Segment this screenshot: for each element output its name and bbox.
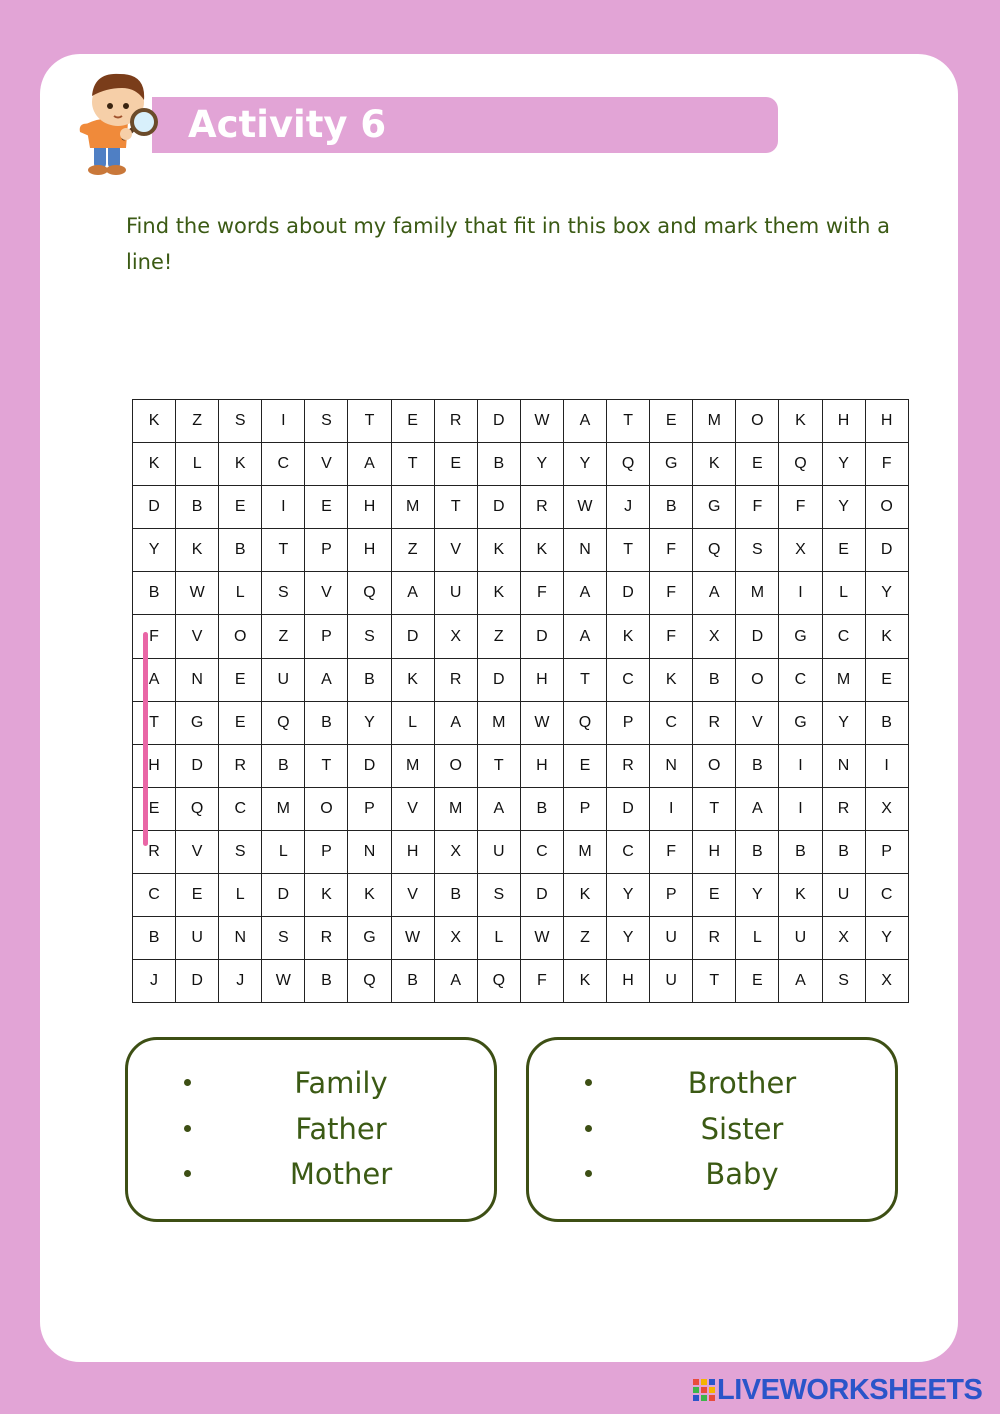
grid-cell[interactable]: A — [348, 443, 391, 486]
grid-cell[interactable]: X — [779, 529, 822, 572]
grid-cell[interactable]: C — [823, 615, 866, 658]
grid-cell[interactable]: V — [392, 874, 435, 917]
grid-cell[interactable]: V — [176, 831, 219, 874]
grid-cell[interactable]: D — [478, 400, 521, 443]
grid-cell[interactable]: D — [176, 745, 219, 788]
grid-cell[interactable]: E — [133, 788, 176, 831]
grid-cell[interactable]: J — [133, 960, 176, 1003]
grid-cell[interactable]: N — [650, 745, 693, 788]
grid-cell[interactable]: F — [521, 960, 564, 1003]
grid-cell[interactable]: F — [650, 529, 693, 572]
grid-cell[interactable]: M — [392, 486, 435, 529]
grid-cell[interactable]: M — [823, 659, 866, 702]
grid-cell[interactable]: K — [564, 960, 607, 1003]
grid-cell[interactable]: E — [219, 702, 262, 745]
grid-cell[interactable]: G — [693, 486, 736, 529]
word-text: Baby — [705, 1157, 779, 1191]
grid-cell[interactable]: X — [693, 615, 736, 658]
grid-cell[interactable]: E — [823, 529, 866, 572]
grid-cell[interactable]: U — [779, 917, 822, 960]
grid-cell[interactable]: A — [392, 572, 435, 615]
grid-cell[interactable]: O — [219, 615, 262, 658]
grid-cell[interactable]: X — [435, 831, 478, 874]
grid-cell[interactable]: U — [650, 960, 693, 1003]
word-list-item — [128, 1060, 494, 1106]
grid-cell[interactable]: H — [866, 400, 909, 443]
grid-cell[interactable]: S — [478, 874, 521, 917]
grid-cell[interactable]: L — [736, 917, 779, 960]
grid-cell[interactable]: V — [435, 529, 478, 572]
grid-cell[interactable]: I — [779, 572, 822, 615]
grid-cell[interactable]: O — [736, 400, 779, 443]
grid-cell[interactable]: P — [305, 529, 348, 572]
grid-cell[interactable]: Y — [823, 443, 866, 486]
grid-cell[interactable]: Q — [779, 443, 822, 486]
word-list-item — [128, 1151, 494, 1197]
grid-cell[interactable]: A — [779, 960, 822, 1003]
grid-cell[interactable]: S — [219, 400, 262, 443]
grid-cell[interactable]: K — [392, 659, 435, 702]
grid-cell[interactable]: F — [133, 615, 176, 658]
grid-cell[interactable]: D — [478, 659, 521, 702]
grid-cell[interactable]: B — [305, 702, 348, 745]
grid-cell[interactable]: P — [305, 831, 348, 874]
grid-cell[interactable]: F — [779, 486, 822, 529]
grid-cell[interactable]: T — [693, 788, 736, 831]
grid-cell[interactable]: L — [219, 572, 262, 615]
grid-cell[interactable]: R — [823, 788, 866, 831]
word-list-item — [529, 1106, 895, 1152]
grid-cell[interactable]: E — [736, 960, 779, 1003]
grid-cell[interactable]: U — [823, 874, 866, 917]
grid-cell[interactable]: X — [866, 788, 909, 831]
grid-cell[interactable]: D — [392, 615, 435, 658]
grid-cell[interactable]: V — [305, 572, 348, 615]
grid-cell[interactable]: A — [305, 659, 348, 702]
grid-cell[interactable]: D — [521, 615, 564, 658]
grid-cell[interactable]: B — [219, 529, 262, 572]
grid-cell[interactable]: C — [650, 702, 693, 745]
grid-cell[interactable]: A — [435, 702, 478, 745]
grid-cell[interactable]: P — [866, 831, 909, 874]
grid-cell[interactable]: D — [478, 486, 521, 529]
grid-cell[interactable]: F — [736, 486, 779, 529]
grid-cell[interactable]: W — [521, 917, 564, 960]
grid-cell[interactable]: A — [736, 788, 779, 831]
word-text: Sister — [700, 1112, 784, 1146]
grid-cell[interactable]: T — [392, 443, 435, 486]
grid-cell[interactable]: A — [133, 659, 176, 702]
grid-cell[interactable]: N — [219, 917, 262, 960]
grid-cell[interactable]: B — [133, 917, 176, 960]
grid-cell[interactable]: X — [866, 960, 909, 1003]
grid-cell[interactable]: A — [478, 788, 521, 831]
word-text: Family — [294, 1066, 388, 1100]
grid-cell[interactable]: G — [779, 615, 822, 658]
grid-cell[interactable]: R — [305, 917, 348, 960]
grid-cell[interactable]: Y — [823, 486, 866, 529]
grid-cell[interactable]: M — [693, 400, 736, 443]
grid-cell[interactable]: M — [478, 702, 521, 745]
grid-cell[interactable]: H — [521, 745, 564, 788]
grid-cell[interactable]: H — [693, 831, 736, 874]
grid-cell[interactable]: G — [779, 702, 822, 745]
grid-cell[interactable]: D — [607, 572, 650, 615]
grid-cell[interactable]: C — [607, 659, 650, 702]
logo-text: LIVEWORKSHEETS — [717, 1373, 983, 1406]
grid-cell[interactable]: D — [348, 745, 391, 788]
grid-cell[interactable]: F — [650, 615, 693, 658]
grid-cell[interactable]: K — [478, 529, 521, 572]
grid-cell[interactable]: F — [866, 443, 909, 486]
grid-cell[interactable]: V — [736, 702, 779, 745]
grid-cell[interactable]: B — [348, 659, 391, 702]
liveworksheets-logo[interactable] — [693, 1374, 982, 1406]
grid-cell[interactable]: Z — [262, 615, 305, 658]
grid-cell[interactable]: E — [650, 400, 693, 443]
grid-cell[interactable]: Y — [607, 917, 650, 960]
grid-cell[interactable]: W — [564, 486, 607, 529]
grid-cell[interactable]: E — [305, 486, 348, 529]
word-list-box-left — [125, 1037, 497, 1222]
marked-word-line — [143, 632, 148, 846]
grid-cell[interactable]: Y — [736, 874, 779, 917]
grid-cell[interactable]: P — [564, 788, 607, 831]
grid-cell[interactable]: K — [564, 874, 607, 917]
grid-cell[interactable]: B — [650, 486, 693, 529]
grid-cell[interactable]: B — [779, 831, 822, 874]
grid-cell[interactable]: D — [521, 874, 564, 917]
grid-cell[interactable]: H — [392, 831, 435, 874]
grid-cell[interactable]: V — [392, 788, 435, 831]
grid-cell[interactable]: R — [693, 702, 736, 745]
grid-cell[interactable]: Q — [348, 572, 391, 615]
grid-cell[interactable]: C — [607, 831, 650, 874]
grid-cell[interactable]: R — [435, 659, 478, 702]
grid-cell[interactable]: T — [262, 529, 305, 572]
grid-cell[interactable]: L — [823, 572, 866, 615]
grid-cell[interactable]: B — [693, 659, 736, 702]
word-list-item — [128, 1106, 494, 1152]
grid-cell[interactable]: A — [435, 960, 478, 1003]
grid-cell[interactable]: V — [176, 615, 219, 658]
grid-cell[interactable]: B — [435, 874, 478, 917]
grid-cell[interactable]: I — [262, 400, 305, 443]
word-list-box-right — [526, 1037, 898, 1222]
grid-cell[interactable]: E — [176, 874, 219, 917]
grid-cell[interactable]: E — [736, 443, 779, 486]
grid-cell[interactable]: S — [348, 615, 391, 658]
grid-cell[interactable]: E — [564, 745, 607, 788]
grid-cell[interactable]: T — [607, 529, 650, 572]
grid-cell[interactable]: G — [176, 702, 219, 745]
grid-cell[interactable]: K — [650, 659, 693, 702]
grid-cell[interactable]: C — [133, 874, 176, 917]
grid-cell[interactable]: D — [176, 960, 219, 1003]
grid-cell[interactable]: P — [607, 702, 650, 745]
grid-cell[interactable]: S — [823, 960, 866, 1003]
grid-cell[interactable]: B — [305, 960, 348, 1003]
grid-cell[interactable]: I — [650, 788, 693, 831]
grid-cell[interactable]: O — [736, 659, 779, 702]
grid-cell[interactable]: D — [262, 874, 305, 917]
grid-cell[interactable]: T — [564, 659, 607, 702]
grid-cell[interactable]: R — [521, 486, 564, 529]
grid-cell[interactable]: D — [866, 529, 909, 572]
grid-cell[interactable]: D — [607, 788, 650, 831]
grid-cell[interactable]: Y — [607, 874, 650, 917]
grid-cell[interactable]: Y — [348, 702, 391, 745]
grid-cell[interactable]: Z — [478, 615, 521, 658]
grid-cell[interactable]: V — [305, 443, 348, 486]
grid-cell[interactable]: K — [779, 400, 822, 443]
word-text: Mother — [289, 1157, 393, 1191]
word-list-item — [529, 1151, 895, 1197]
grid-cell[interactable]: E — [693, 874, 736, 917]
grid-cell[interactable]: K — [305, 874, 348, 917]
grid-cell[interactable]: Q — [348, 960, 391, 1003]
grid-cell[interactable]: F — [650, 572, 693, 615]
grid-cell[interactable]: W — [176, 572, 219, 615]
grid-cell[interactable]: Z — [564, 917, 607, 960]
grid-cell[interactable]: C — [521, 831, 564, 874]
grid-cell[interactable]: T — [607, 400, 650, 443]
grid-cell[interactable]: H — [823, 400, 866, 443]
grid-cell[interactable]: K — [521, 529, 564, 572]
grid-cell[interactable]: E — [392, 400, 435, 443]
grid-cell[interactable]: M — [564, 831, 607, 874]
grid-cell[interactable]: N — [823, 745, 866, 788]
grid-cell[interactable]: W — [521, 702, 564, 745]
grid-cell[interactable]: A — [564, 572, 607, 615]
grid-cell[interactable]: B — [133, 572, 176, 615]
grid-cell[interactable]: C — [866, 874, 909, 917]
grid-cell[interactable]: S — [305, 400, 348, 443]
grid-cell[interactable]: B — [866, 702, 909, 745]
grid-cell[interactable]: S — [262, 572, 305, 615]
grid-cell[interactable]: J — [607, 486, 650, 529]
grid-cell[interactable]: L — [392, 702, 435, 745]
word-list-item — [529, 1060, 895, 1106]
grid-cell[interactable]: U — [262, 659, 305, 702]
grid-cell[interactable]: E — [219, 659, 262, 702]
grid-cell[interactable]: L — [478, 917, 521, 960]
grid-cell[interactable]: K — [219, 443, 262, 486]
grid-cell[interactable]: T — [435, 486, 478, 529]
liveworksheets-logo-icon — [693, 1379, 715, 1401]
grid-cell[interactable]: K — [866, 615, 909, 658]
grid-cell[interactable]: K — [348, 874, 391, 917]
grid-cell[interactable]: I — [779, 745, 822, 788]
instructions-text: Find the words about my family that fit in this box and mark them with a line! — [126, 214, 890, 274]
grid-cell[interactable]: Q — [564, 702, 607, 745]
grid-cell[interactable]: A — [564, 400, 607, 443]
grid-cell[interactable]: B — [478, 443, 521, 486]
grid-cell[interactable]: R — [219, 745, 262, 788]
grid-cell[interactable]: K — [176, 529, 219, 572]
grid-cell[interactable]: A — [564, 615, 607, 658]
grid-cell[interactable]: J — [219, 960, 262, 1003]
grid-cell[interactable]: U — [478, 831, 521, 874]
grid-cell[interactable]: S — [219, 831, 262, 874]
grid-cell[interactable]: E — [866, 659, 909, 702]
grid-cell[interactable]: R — [133, 831, 176, 874]
grid-cell[interactable]: C — [219, 788, 262, 831]
grid-cell[interactable]: H — [521, 659, 564, 702]
grid-cell[interactable]: M — [736, 572, 779, 615]
grid-cell[interactable]: Q — [262, 702, 305, 745]
grid-cell[interactable]: M — [435, 788, 478, 831]
grid-cell[interactable]: L — [176, 443, 219, 486]
grid-cell[interactable]: F — [521, 572, 564, 615]
grid-cell[interactable]: K — [133, 400, 176, 443]
grid-cell[interactable]: X — [435, 615, 478, 658]
grid-cell[interactable]: W — [521, 400, 564, 443]
grid-cell[interactable]: Y — [133, 529, 176, 572]
grid-cell[interactable]: B — [736, 745, 779, 788]
grid-cell[interactable]: R — [607, 745, 650, 788]
grid-cell[interactable]: D — [133, 486, 176, 529]
grid-cell[interactable]: Y — [866, 572, 909, 615]
grid-cell[interactable]: K — [478, 572, 521, 615]
grid-cell[interactable]: K — [693, 443, 736, 486]
grid-cell[interactable]: E — [219, 486, 262, 529]
grid-cell[interactable]: Y — [866, 917, 909, 960]
grid-cell[interactable]: K — [607, 615, 650, 658]
grid-cell[interactable]: Y — [521, 443, 564, 486]
grid-cell[interactable]: E — [435, 443, 478, 486]
grid-cell[interactable]: P — [348, 788, 391, 831]
grid-cell[interactable]: B — [521, 788, 564, 831]
grid-cell[interactable]: I — [262, 486, 305, 529]
grid-cell[interactable]: X — [435, 917, 478, 960]
grid-cell[interactable]: M — [392, 745, 435, 788]
grid-cell[interactable]: M — [262, 788, 305, 831]
grid-cell[interactable]: B — [176, 486, 219, 529]
grid-cell[interactable]: G — [650, 443, 693, 486]
grid-cell[interactable]: C — [779, 659, 822, 702]
grid-cell[interactable]: Q — [607, 443, 650, 486]
grid-cell[interactable]: P — [650, 874, 693, 917]
grid-cell[interactable]: B — [823, 831, 866, 874]
grid-cell[interactable]: Q — [176, 788, 219, 831]
grid-cell[interactable]: B — [392, 960, 435, 1003]
grid-cell[interactable]: I — [866, 745, 909, 788]
grid-cell[interactable]: B — [262, 745, 305, 788]
grid-cell[interactable]: B — [736, 831, 779, 874]
grid-cell[interactable]: L — [219, 874, 262, 917]
grid-cell[interactable]: H — [607, 960, 650, 1003]
grid-cell[interactable]: I — [779, 788, 822, 831]
grid-cell[interactable]: N — [348, 831, 391, 874]
grid-cell[interactable]: Y — [564, 443, 607, 486]
grid-cell[interactable]: K — [779, 874, 822, 917]
grid-cell[interactable]: Q — [693, 529, 736, 572]
word-text: Brother — [687, 1066, 797, 1100]
grid-cell[interactable]: O — [866, 486, 909, 529]
grid-cell[interactable]: D — [736, 615, 779, 658]
grid-cell[interactable]: Q — [478, 960, 521, 1003]
grid-cell[interactable]: T — [478, 745, 521, 788]
grid-cell[interactable]: G — [348, 917, 391, 960]
grid-cell[interactable]: N — [564, 529, 607, 572]
grid-cell[interactable]: O — [305, 788, 348, 831]
grid-cell[interactable]: R — [693, 917, 736, 960]
grid-cell[interactable]: T — [693, 960, 736, 1003]
grid-cell[interactable]: H — [348, 486, 391, 529]
grid-cell[interactable]: W — [262, 960, 305, 1003]
page-title: Activity 6 — [188, 103, 387, 146]
grid-cell[interactable]: U — [176, 917, 219, 960]
word-text: Father — [295, 1112, 387, 1146]
grid-cell[interactable]: W — [392, 917, 435, 960]
grid-cell[interactable]: Y — [823, 702, 866, 745]
grid-cell[interactable]: T — [305, 745, 348, 788]
grid-cell[interactable]: H — [348, 529, 391, 572]
grid-cell[interactable]: F — [650, 831, 693, 874]
grid-cell[interactable]: O — [435, 745, 478, 788]
grid-cell[interactable]: T — [133, 702, 176, 745]
grid-cell[interactable]: H — [133, 745, 176, 788]
grid-cell[interactable]: R — [435, 400, 478, 443]
grid-cell[interactable]: U — [435, 572, 478, 615]
grid-cell[interactable]: P — [305, 615, 348, 658]
grid-cell[interactable]: Z — [176, 400, 219, 443]
grid-cell[interactable]: S — [736, 529, 779, 572]
grid-cell[interactable]: N — [176, 659, 219, 702]
grid-cell[interactable]: T — [348, 400, 391, 443]
grid-cell[interactable]: O — [693, 745, 736, 788]
grid-cell[interactable]: S — [262, 917, 305, 960]
grid-cell[interactable]: K — [133, 443, 176, 486]
grid-cell[interactable]: A — [693, 572, 736, 615]
grid-cell[interactable]: C — [262, 443, 305, 486]
grid-cell[interactable]: X — [823, 917, 866, 960]
grid-cell[interactable]: L — [262, 831, 305, 874]
boy-magnifier-icon — [70, 66, 166, 178]
grid-cell[interactable]: Z — [392, 529, 435, 572]
grid-cell[interactable]: U — [650, 917, 693, 960]
word-search-grid[interactable] — [132, 399, 909, 1003]
